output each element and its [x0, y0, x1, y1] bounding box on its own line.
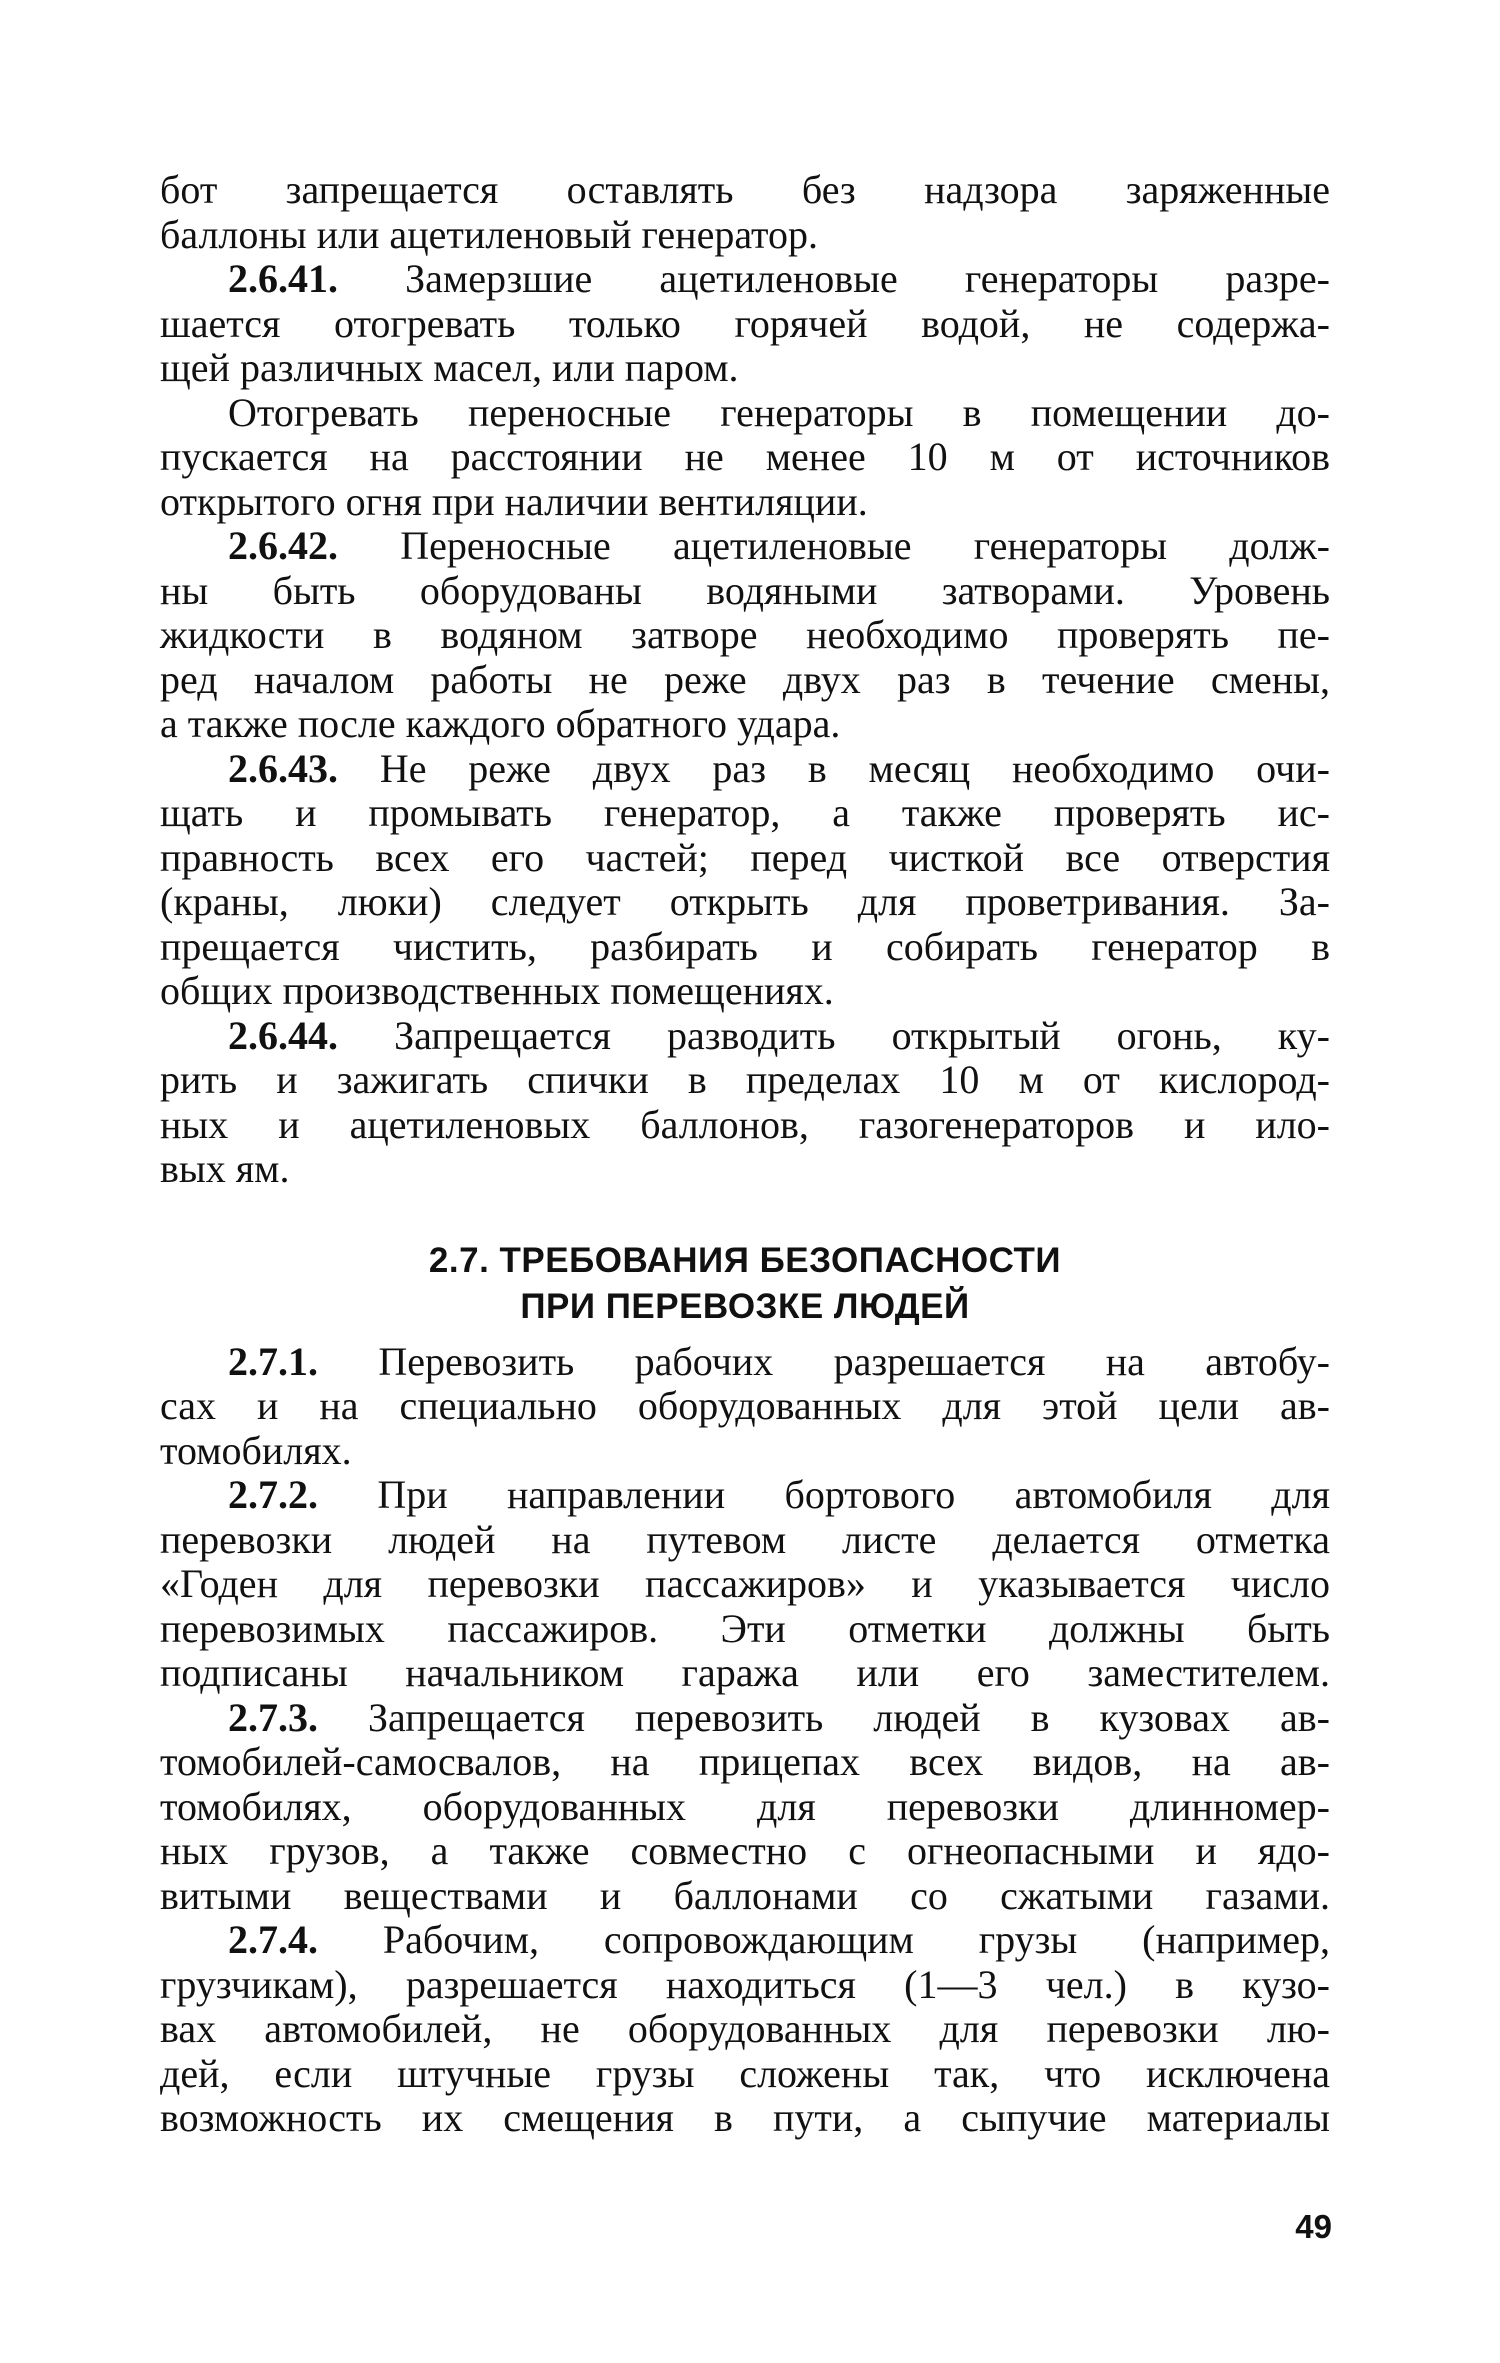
- text-line: томобилей-самосвалов, на прицепах всех видов, на ав-: [160, 1739, 1330, 1784]
- text-line: баллоны или ацетиленовый генератор.: [160, 211, 818, 257]
- text-line: [160, 257, 1330, 302]
- text-line: [160, 1014, 1330, 1059]
- text-line: сах и на специально оборудованных для этой цели ав-: [160, 1383, 1330, 1428]
- paragraph-heating: [160, 391, 1330, 525]
- clause-text: Перевозить рабочих разрешается на автобу-: [318, 1338, 1330, 1384]
- text-line: открытого огня при наличии вентиляции.: [160, 478, 868, 524]
- clause-text: Рабочим, сопровождающим грузы (например,: [318, 1917, 1330, 1962]
- text-line: шается отогревать только горячей водой, не содержа-: [160, 300, 1330, 346]
- text-line: щей различных масел, или паром.: [160, 345, 739, 390]
- text-line: дей, если штучные грузы сложены так, что исключена: [160, 2050, 1330, 2096]
- paragraph-continuation: [160, 168, 1330, 257]
- text-line: «Годен для перевозки пассажиров» и указывается число: [160, 1561, 1330, 1606]
- section-heading: [160, 1238, 1330, 1330]
- text-line: а также после каждого обратного удара.: [160, 701, 841, 746]
- clause-text: Замерзшие ацетиленовые генераторы разре-: [338, 256, 1330, 301]
- text-line: правность всех его частей; перед чисткой все отверстия: [160, 834, 1330, 880]
- text-line: ны быть оборудованы водяными затворами. Уровень: [160, 567, 1330, 613]
- text-line: [160, 1340, 1330, 1385]
- text-line: возможность их смещения в пути, а сыпучие материалы: [160, 2095, 1330, 2140]
- clause-2-6-43: [160, 747, 1330, 1014]
- text-line: жидкости в водяном затворе необходимо проверять пе-: [160, 612, 1330, 657]
- clause-number: 2.7.4.: [228, 1917, 318, 1962]
- clause-2-7-1: [160, 1340, 1330, 1474]
- text-line: прещается чистить, разбирать и собирать генератор в: [160, 923, 1330, 969]
- clause-2-6-41: [160, 257, 1330, 391]
- clause-text: Запрещается разводить открытый огонь, ку-: [338, 1012, 1330, 1058]
- section-heading-line: 2.7. ТРЕБОВАНИЯ БЕЗОПАСНОСТИ: [428, 1240, 1062, 1280]
- clause-number: 2.6.43.: [228, 745, 338, 791]
- text-line: [160, 524, 1330, 569]
- text-line: пускается на расстоянии не менее 10 м от источников: [160, 434, 1330, 479]
- clause-2-7-3: [160, 1696, 1330, 1919]
- text-line: витыми веществами и баллонами со сжатыми газами.: [160, 1872, 1330, 1918]
- text-line: томобилях, оборудованных для перевозки длинномер-: [160, 1783, 1330, 1829]
- text-line: Отогревать переносные генераторы в помещении до-: [228, 389, 1330, 435]
- clause-2-6-44: [160, 1014, 1330, 1192]
- text-line: ред началом работы не реже двух раз в течение смены,: [160, 656, 1330, 702]
- text-line: общих производственных помещениях.: [160, 968, 834, 1013]
- clause-2-7-2: [160, 1473, 1330, 1696]
- section-heading-line: ПРИ ПЕРЕВОЗКЕ ЛЮДЕЙ: [520, 1286, 970, 1326]
- clause-2-6-42: [160, 524, 1330, 747]
- clause-text: Переносные ацетиленовые генераторы долж-: [338, 523, 1330, 568]
- clause-number: 2.7.3.: [228, 1694, 318, 1740]
- clause-text: Не реже двух раз в месяц необходимо очи-: [338, 745, 1330, 791]
- text-line: [160, 1918, 1330, 1963]
- text-line: грузчикам), разрешается находиться (1—3 чел.) в кузо-: [160, 1961, 1330, 2007]
- text-line: томобилях.: [160, 1427, 352, 1473]
- text-line: перевозимых пассажиров. Эти отметки должны быть: [160, 1605, 1330, 1651]
- text-line: подписаны начальником гаража или его заместителем.: [160, 1650, 1330, 1695]
- page-body: [160, 168, 1330, 2141]
- clause-number: 2.6.44.: [228, 1012, 338, 1058]
- text-line: рить и зажигать спички в пределах 10 м от кислород-: [160, 1057, 1330, 1102]
- clause-text: При направлении бортового автомобиля для: [318, 1472, 1330, 1517]
- text-line: [160, 1696, 1330, 1741]
- clause-number: 2.6.41.: [228, 256, 338, 301]
- page-number: 49: [1295, 2208, 1332, 2245]
- clause-text: Запрещается перевозить людей в кузовах ав-: [318, 1694, 1330, 1740]
- clause-2-7-4: [160, 1918, 1330, 2141]
- text-line: (краны, люки) следует открыть для проветривания. За-: [160, 879, 1330, 924]
- text-line: перевозки людей на путевом листе делается отметка: [160, 1516, 1330, 1562]
- text-line: бот запрещается оставлять без надзора заряженные: [160, 167, 1330, 212]
- text-line: вых ям.: [160, 1146, 290, 1191]
- text-line: ных и ацетиленовых баллонов, газогенераторов и ило-: [160, 1101, 1330, 1147]
- text-line: ных грузов, а также совместно с огнеопасными и ядо-: [160, 1828, 1330, 1873]
- text-line: щать и промывать генератор, а также проверять ис-: [160, 790, 1330, 835]
- clause-number: 2.6.42.: [228, 523, 338, 568]
- clause-number: 2.7.1.: [228, 1338, 318, 1384]
- text-line: вах автомобилей, не оборудованных для перевозки лю-: [160, 2006, 1330, 2051]
- text-line: [160, 1473, 1330, 1518]
- text-line: [160, 747, 1330, 792]
- clause-number: 2.7.2.: [228, 1472, 318, 1517]
